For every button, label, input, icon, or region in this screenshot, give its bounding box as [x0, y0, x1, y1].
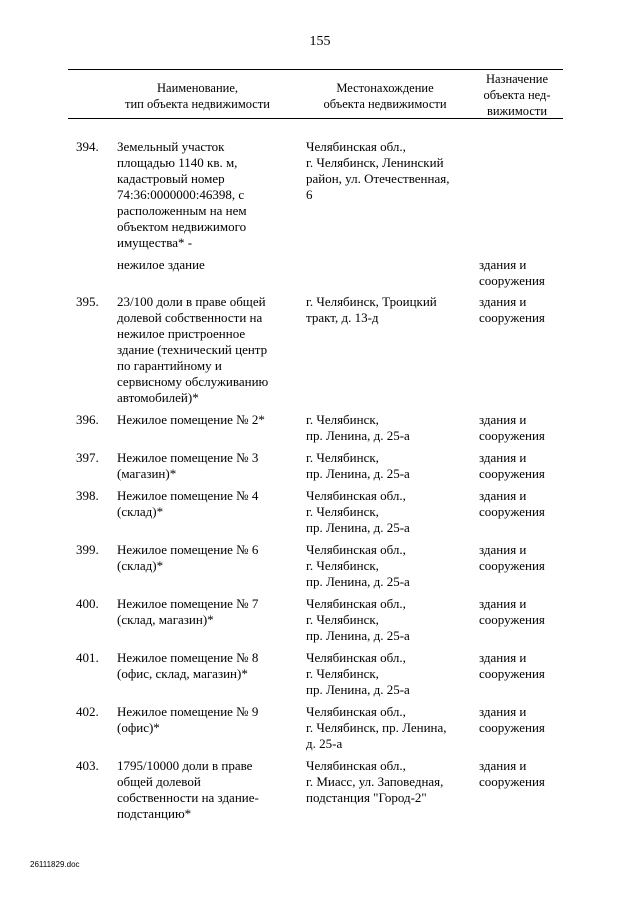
header-location: Местонахождение объекта недвижимости — [323, 81, 447, 111]
row-name: Земельный участок площадью 1140 кв. м, кадастровый номер 74:36:0000000:46398, с расположенным на нем объектом недвижимого имущества* - — [117, 139, 247, 250]
table-header-bottom-rule — [68, 118, 563, 119]
row-name: Нежилое помещение № 4 (склад)* — [117, 488, 259, 519]
row-number: 399. — [76, 542, 99, 557]
row-location: г. Челябинск, пр. Ленина, д. 25-а — [306, 450, 410, 481]
row-number: 397. — [76, 450, 99, 465]
row-name: 1795/10000 доли в праве общей долевой собственности на здание- подстанцию* — [117, 758, 259, 821]
page-number: 155 — [309, 34, 331, 49]
row-name: Нежилое помещение № 3 (магазин)* — [117, 450, 259, 481]
row-number: 396. — [76, 412, 99, 427]
row-location: Челябинская обл., г. Челябинск, пр. Ленина, д. 25-а — [306, 488, 410, 535]
header-name: Наименование, тип объекта недвижимости — [125, 81, 270, 111]
row-purpose: здания и сооружения — [479, 596, 545, 627]
row-number: 403. — [76, 758, 99, 773]
row-purpose: здания и сооружения — [479, 257, 545, 288]
row-number: 402. — [76, 704, 99, 719]
row-name: Нежилое помещение № 9 (офис)* — [117, 704, 259, 735]
row-location: Челябинская обл., г. Челябинск, пр. Ленина, д. 25-а — [306, 596, 410, 643]
row-purpose: здания и сооружения — [479, 650, 545, 681]
row-purpose: здания и сооружения — [479, 294, 545, 325]
row-location: Челябинская обл., г. Миасс, ул. Заповедная, подстанция "Город-2" — [306, 758, 444, 805]
document-filename: 26111829.doc — [30, 860, 80, 869]
row-name: Нежилое помещение № 6 (склад)* — [117, 542, 259, 573]
row-name: Нежилое помещение № 7 (склад, магазин)* — [117, 596, 259, 627]
row-name: 23/100 доли в праве общей долевой собственности на нежилое пристроенное здание (технический центр по гарантийному и сервисному обслуживанию автомобилей)* — [117, 294, 269, 405]
row-purpose: здания и сооружения — [479, 450, 545, 481]
table-header-top-rule — [68, 69, 563, 70]
row-number: 395. — [76, 294, 99, 309]
row-purpose: здания и сооружения — [479, 412, 545, 443]
row-number: 400. — [76, 596, 99, 611]
row-purpose: здания и сооружения — [479, 704, 545, 735]
row-purpose: здания и сооружения — [479, 488, 545, 519]
row-location: Челябинская обл., г. Челябинск, пр. Ленина, д. 25-а — [306, 704, 447, 751]
row-number: 394. — [76, 139, 99, 154]
row-name: нежилое здание — [117, 257, 205, 272]
row-location: Челябинская обл., г. Челябинск, пр. Ленина, д. 25-а — [306, 542, 410, 589]
row-location: г. Челябинск, Троицкий тракт, д. 13-д — [306, 294, 437, 325]
row-name: Нежилое помещение № 2* — [117, 412, 265, 427]
row-location: г. Челябинск, пр. Ленина, д. 25-а — [306, 412, 410, 443]
row-number: 398. — [76, 488, 99, 503]
header-purpose: Назначение объекта нед- вижимости — [483, 72, 551, 118]
row-name: Нежилое помещение № 8 (офис, склад, магазин)* — [117, 650, 259, 681]
row-number: 401. — [76, 650, 99, 665]
row-location: Челябинская обл., г. Челябинск, Ленинский район, ул. Отечественная, 6 — [306, 139, 450, 202]
row-location: Челябинская обл., г. Челябинск, пр. Ленина, д. 25-а — [306, 650, 410, 697]
row-purpose: здания и сооружения — [479, 542, 545, 573]
row-purpose: здания и сооружения — [479, 758, 545, 789]
